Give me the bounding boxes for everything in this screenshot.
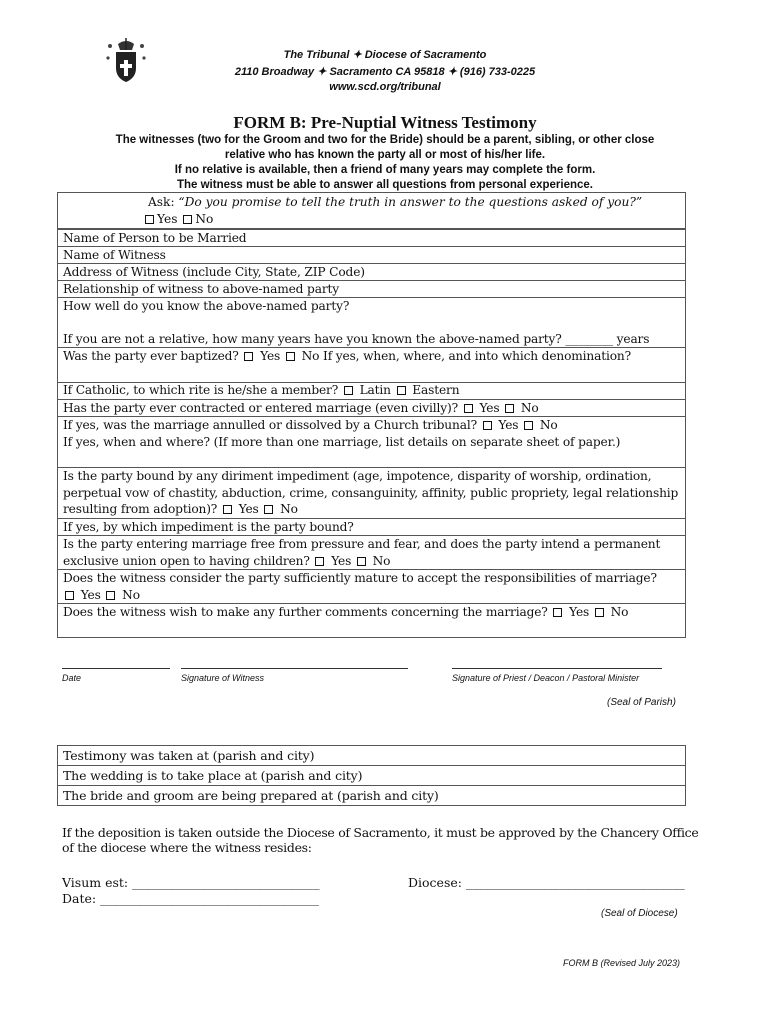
row-annulment[interactable] [57, 416, 686, 468]
row-label: Is the party bound by any diriment impediment (age, impotence, disparity of worship, ordination, [63, 469, 652, 483]
option-label: Yes [475, 401, 504, 415]
seal-of-diocese: (Seal of Diocese) [601, 908, 678, 919]
deposition-note [62, 825, 722, 855]
row-label: Name of Person to be Married [63, 231, 247, 245]
option-label: Yes [494, 418, 523, 432]
free-consent-no-checkbox[interactable] [357, 557, 366, 566]
oath-yes-checkbox[interactable] [145, 215, 154, 224]
form-revision: FORM B (Revised July 2023) [563, 958, 681, 968]
row-label: The wedding is to take place at (parish and city) [63, 768, 363, 783]
footer-date-field[interactable]: Date: ___________________________________ [62, 891, 319, 906]
eastern-checkbox[interactable] [397, 386, 406, 395]
seal-of-parish: (Seal of Parish) [607, 697, 676, 708]
free-consent-yes-checkbox[interactable] [315, 557, 324, 566]
option-label: No [368, 553, 391, 568]
row-label: Was the party ever baptized? [63, 349, 243, 363]
row-label: resulting from adoption)? [63, 502, 221, 516]
row-baptized[interactable] [57, 347, 686, 383]
visum-est-field[interactable]: Visum est: ______________________________ [62, 875, 320, 890]
row-diriment-impediment[interactable] [57, 467, 686, 519]
option-label: Latin [355, 383, 395, 397]
intro-line: The witnesses (two for the Groom and two for the Bride) should be a parent, sibling, or other close [115, 134, 655, 146]
row-person-to-be-married[interactable] [57, 229, 686, 247]
row-label: Does the witness consider the party sufficiently mature to accept the responsibilities of marriage? [63, 571, 657, 585]
row-further-comments[interactable] [57, 603, 686, 638]
row-label: If yes, by which impediment is the party bound? [63, 520, 354, 534]
intro-text [60, 133, 710, 193]
baptized-yes-checkbox[interactable] [244, 352, 253, 361]
row-label: The bride and groom are being prepared at (parish and city) [63, 788, 439, 803]
option-label: Yes [77, 587, 105, 602]
baptized-no-checkbox[interactable] [286, 352, 295, 361]
diocese-field[interactable]: Diocese: ___________________________________ [408, 875, 685, 890]
row-label: Is the party entering marriage free from pressure and fear, and does the party intend a permanent [63, 537, 661, 551]
date-signature-line[interactable] [62, 668, 170, 669]
priest-signature-line[interactable] [452, 668, 662, 669]
oath-no-label: No [195, 212, 214, 226]
row-label: perpetual vow of chastity, abduction, crime, consanguinity, affinity, public propriety, legal relationship [63, 485, 679, 500]
row-years-known: If you are not a relative, how many years have you known the above-named party? ________ years [63, 331, 650, 346]
note-line: If the deposition is taken outside the Diocese of Sacramento, it must be approved by the Chancery Office [62, 825, 699, 840]
row-which-impediment[interactable] [57, 518, 686, 536]
option-label: No [536, 418, 558, 432]
row-label: Does the witness wish to make any further comments concerning the marriage? [63, 605, 552, 619]
comments-yes-checkbox[interactable] [553, 608, 562, 617]
impediment-yes-checkbox[interactable] [223, 505, 232, 514]
annulled-yes-checkbox[interactable] [483, 421, 492, 430]
row-label: Address of Witness (include City, State, ZIP Code) [63, 265, 365, 279]
row-prior-marriage[interactable] [57, 399, 686, 417]
annulled-no-checkbox[interactable] [524, 421, 533, 430]
row-address-of-witness[interactable] [57, 263, 686, 281]
oath-no-checkbox[interactable] [183, 215, 192, 224]
witness-signature-caption: Signature of Witness [181, 673, 264, 683]
prior-marriage-no-checkbox[interactable] [505, 404, 514, 413]
oath-box [57, 192, 686, 229]
option-label: No [517, 401, 539, 415]
row-label: Name of Witness [63, 248, 166, 262]
note-line: of the diocese where the witness resides: [62, 840, 312, 855]
witness-signature-line[interactable] [181, 668, 408, 669]
intro-line: The witness must be able to answer all questions from personal experience. [176, 179, 594, 191]
option-label: No [606, 605, 629, 619]
row-label: If Catholic, to which rite is he/she a member? [63, 383, 342, 397]
oath-question: “Do you promise to tell the truth in answer to the questions asked of you?” [178, 195, 643, 209]
row-name-of-witness[interactable] [57, 246, 686, 264]
latin-checkbox[interactable] [344, 386, 353, 395]
prior-marriage-yes-checkbox[interactable] [464, 404, 473, 413]
row-wedding-place[interactable] [57, 765, 686, 786]
maturity-yes-checkbox[interactable] [65, 591, 74, 600]
form-title: FORM B: Pre-Nuptial Witness Testimony [233, 113, 537, 132]
row-label: Testimony was taken at (parish and city) [63, 748, 315, 763]
maturity-no-checkbox[interactable] [106, 591, 115, 600]
row-relationship[interactable] [57, 280, 686, 298]
row-testimony-taken-at[interactable] [57, 745, 686, 766]
option-label: Yes [565, 605, 593, 619]
oath-yes-label: Yes [157, 212, 178, 226]
option-label: No [118, 587, 140, 602]
impediment-no-checkbox[interactable] [264, 505, 273, 514]
header-line-2: 2110 Broadway ✦ Sacramento CA 95818 ✦ (916) 733-0225 [234, 66, 536, 78]
row-free-consent[interactable] [57, 535, 686, 570]
row-label: No If yes, when, where, and into which denomination? [297, 349, 632, 363]
row-label: Relationship of witness to above-named party [63, 282, 339, 296]
row-label: If yes, was the marriage annulled or dissolved by a Church tribunal? [63, 418, 481, 432]
row-label: exclusive union open to having children? [63, 553, 314, 568]
option-label: Yes [234, 502, 263, 516]
intro-line: relative who has known the party all or most of his/her life. [224, 149, 546, 161]
row-label: If yes, when and where? (If more than one marriage, list details on separate sheet of paper.) [63, 434, 621, 449]
oath-ask-label: Ask: [148, 195, 179, 209]
row-maturity[interactable] [57, 569, 686, 604]
header-website: www.scd.org/tribunal [329, 81, 441, 93]
option-label: Yes [327, 553, 355, 568]
row-catholic-rite[interactable] [57, 382, 686, 400]
priest-signature-caption: Signature of Priest / Deacon / Pastoral Minister [452, 673, 640, 683]
row-label: How well do you know the above-named party? [63, 299, 350, 313]
row-how-well-known[interactable] [57, 297, 686, 348]
row-preparation-place[interactable] [57, 785, 686, 806]
intro-line: If no relative is available, then a friend of many years may complete the form. [174, 164, 596, 176]
option-label: No [276, 502, 298, 516]
header-line-1: The Tribunal ✦ Diocese of Sacramento [283, 49, 487, 61]
row-label: Has the party ever contracted or entered marriage (even civilly)? [63, 401, 462, 415]
option-label: Eastern [408, 383, 460, 397]
comments-no-checkbox[interactable] [595, 608, 604, 617]
date-caption: Date [62, 673, 82, 683]
option-label: Yes [256, 349, 284, 363]
